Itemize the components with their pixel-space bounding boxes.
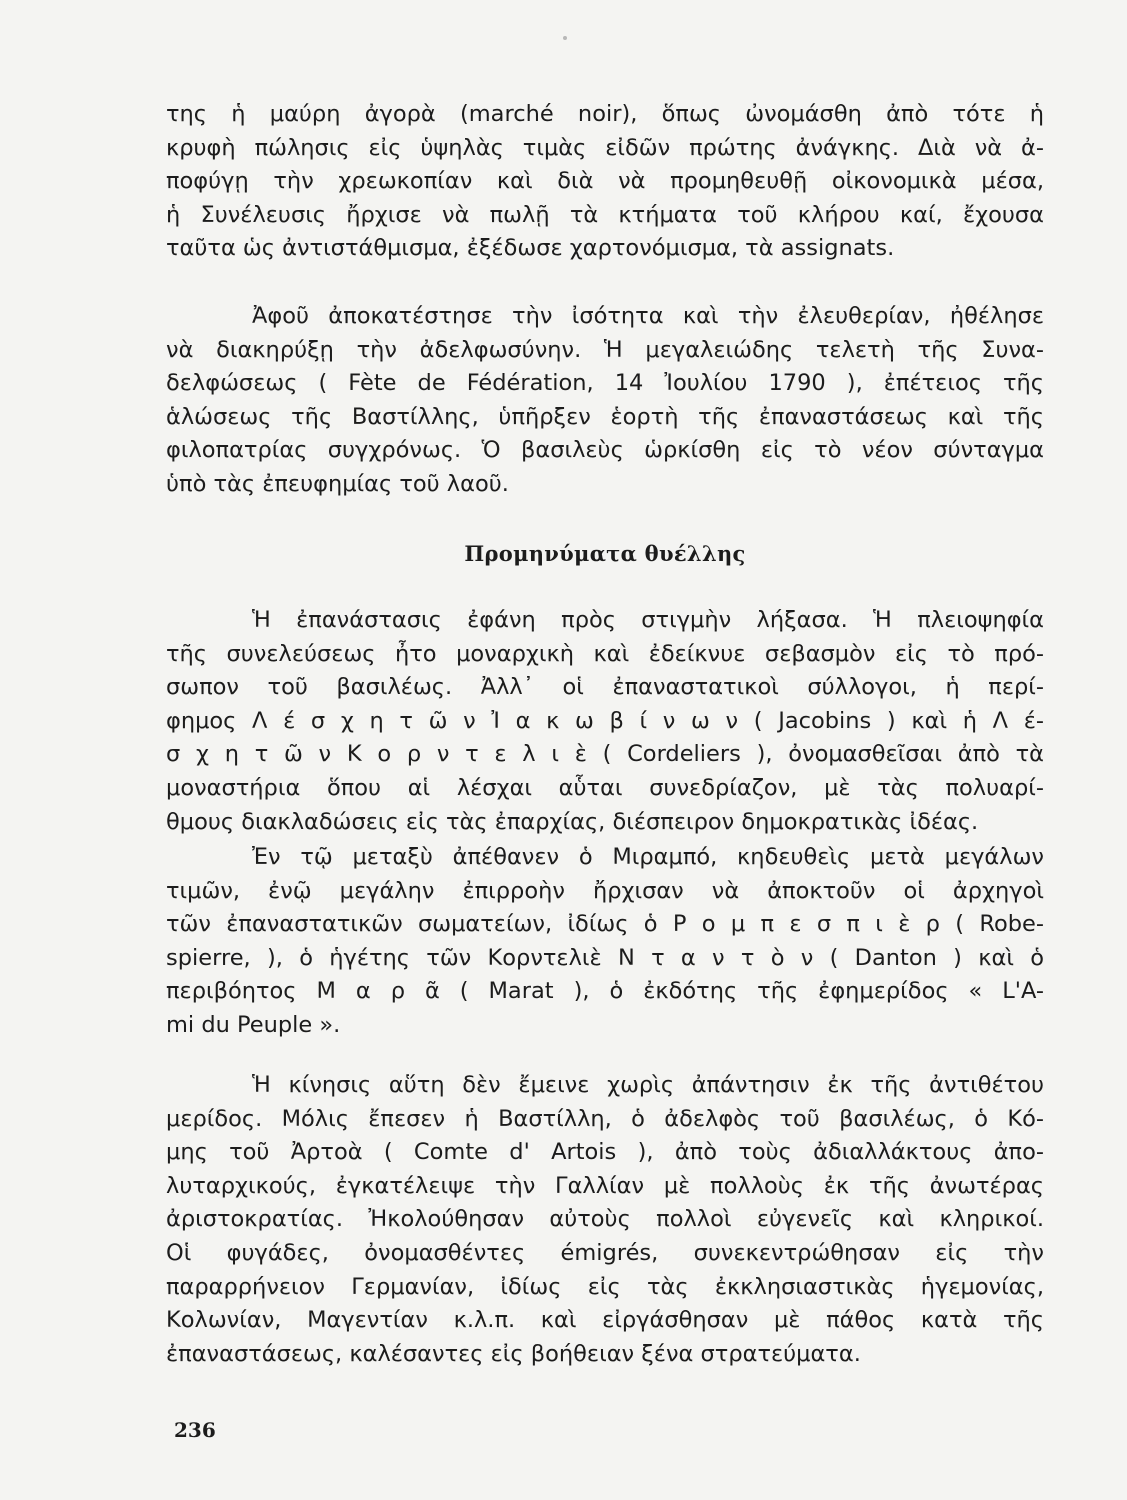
scan-speck [563, 36, 567, 40]
text-line: θμους διακλαδώσεις εἰς τὰς ἐπαρχίας, διέσπειρον δημοκρατικὰς ἰδέας. [166, 808, 979, 835]
text-line: ἁλώσεως τῆς Βαστίλλης, ὑπῆρξεν ἑορτὴ τῆς ἐπαναστάσεως καὶ τῆς [166, 403, 1044, 430]
text-line: φημος Λ έ σ χ η τ ῶ ν Ἰ α κ ω β ί ν ω ν ( Jacobins ) καὶ ἡ Λ έ- [166, 707, 1044, 734]
text-line: μερίδος. Μόλις ἔπεσεν ἡ Βαστίλλη, ὁ ἀδελφὸς τοῦ βασιλέως, ὁ Κό- [166, 1105, 1044, 1132]
text-line: Ἡ κίνησις αὕτη δὲν ἔμεινε χωρὶς ἀπάντησιν ἐκ τῆς ἀντιθέτου [252, 1072, 1044, 1098]
text-line: ποφύγῃ τὴν χρεωκοπίαν καὶ διὰ νὰ προμηθευθῇ οἰκονομικὰ μέσα, [166, 168, 1044, 195]
paragraph-mirabeau [166, 841, 1044, 1043]
text-line: τῶν ἐπαναστατικῶν σωματείων, ἰδίως ὁ Ρ ο μ π ε σ π ι ὲ ρ ( Robe- [166, 911, 1044, 938]
text-line: λυταρχικούς, ἐγκατέλειψε τὴν Γαλλίαν μὲ πολλοὺς ἐκ τῆς ἀνωτέρας [166, 1172, 1044, 1199]
text-line: Ἐν τῷ μεταξὺ ἀπέθανεν ὁ Μιραμπό, κηδευθεὶς μετὰ μεγάλων [252, 844, 1044, 870]
section-heading: Προμηνύματα θυέλλης [464, 541, 746, 566]
text-line: φιλοπατρίας συγχρόνως. Ὁ βασιλεὺς ὡρκίσθη εἰς τὸ νέον σύνταγμα [166, 437, 1044, 464]
page-number: 236 [174, 1418, 216, 1442]
text-line: μης τοῦ Ἀρτοὰ ( Comte d' Artois ), ἀπὸ τοὺς ἀδιαλλάκτους ἀπο- [166, 1139, 1044, 1166]
text-line: ὑπὸ τὰς ἐπευφημίας τοῦ λαοῦ. [166, 470, 509, 497]
text-line: μοναστήρια ὅπου αἱ λέσχαι αὗται συνεδρίαζον, μὲ τὰς πολυαρί- [166, 774, 1044, 801]
text-line: κρυφὴ πώλησις εἰς ὑψηλὰς τιμὰς εἰδῶν πρώτης ἀνάγκης. Διὰ νὰ ἀ- [166, 134, 1044, 161]
text-line: νὰ διακηρύξῃ τὴν ἀδελφωσύνην. Ἡ μεγαλειώδης τελετὴ τῆς Συνα- [166, 336, 1044, 363]
text-line: ἐπαναστάσεως, καλέσαντες εἰς βοήθειαν ξένα στρατεύματα. [166, 1340, 861, 1367]
paragraph-marche-noir [166, 98, 1044, 266]
paragraph-fraternity [166, 300, 1044, 502]
text-line: ταῦτα ὡς ἀντιστάθμισμα, ἐξέδωσε χαρτονόμισμα, τὰ assignats. [166, 235, 895, 262]
text-line: ἡ Συνέλευσις ἤρχισε νὰ πωλῇ τὰ κτήματα τοῦ κλήρου καί, ἔχουσα [166, 201, 1044, 228]
text-line: Ἀφοῦ ἀποκατέστησε τὴν ἰσότητα καὶ τὴν ἐλευθερίαν, ἠθέλησε [252, 303, 1044, 329]
text-line: Ἡ ἐπανάστασις ἐφάνη πρὸς στιγμὴν λήξασα. Ἡ πλειοψηφία [252, 607, 1044, 633]
text-line: spierre, ), ὁ ἡγέτης τῶν Κορντελιὲ Ν τ α ν τ ὸ ν ( Danton ) καὶ ὁ [166, 944, 1044, 971]
text-line: παραρρήνειον Γερμανίαν, ἰδίως εἰς τὰς ἐκκλησιαστικὰς ἡγεμονίας, [166, 1273, 1044, 1300]
text-line: δελφώσεως ( Fète de Fédération, 14 Ἰουλίου 1790 ), ἐπέτειος τῆς [166, 370, 1044, 397]
text-line: mi du Peuple ». [166, 1011, 341, 1038]
text-line: σ χ η τ ῶ ν Κ ο ρ ν τ ε λ ι ὲ ( Cordeliers ), ὀνομασθεῖσαι ἀπὸ τὰ [166, 741, 1044, 768]
text-line: σωπον τοῦ βασιλέως. Ἀλλ᾿ οἱ ἐπαναστατικοὶ σύλλογοι, ἡ περί- [166, 674, 1044, 701]
text-line: τιμῶν, ἐνῷ μεγάλην ἐπιρροὴν ἤρχισαν νὰ ἀποκτοῦν οἱ ἀρχηγοὶ [166, 877, 1044, 904]
text-line: της ἡ μαύρη ἀγορὰ (marché noir), ὅπως ὠνομάσθη ἀπὸ τότε ἡ [166, 101, 1044, 127]
text-line: περιβόητος Μ α ρ ᾶ ( Marat ), ὁ ἐκδότης τῆς ἐφημερίδος « L'A- [166, 978, 1044, 1005]
text-line: Κολωνίαν, Μαγεντίαν κ.λ.π. καὶ εἰργάσθησαν μὲ πάθος κατὰ τῆς [166, 1307, 1044, 1334]
text-line: Οἱ φυγάδες, ὀνομασθέντες émigrés, συνεκεντρώθησαν εἰς τὴν [166, 1239, 1044, 1266]
text-line: τῆς συνελεύσεως ἦτο μοναρχικὴ καὶ ἐδείκνυε σεβασμὸν εἰς τὸ πρό- [166, 640, 1044, 667]
text-line: ἀριστοκρατίας. Ἠκολούθησαν αὐτοὺς πολλοὶ εὐγενεῖς καὶ κληρικοί. [166, 1206, 1044, 1233]
paragraph-emigres [166, 1069, 1044, 1371]
paragraph-clubs [166, 604, 1044, 839]
